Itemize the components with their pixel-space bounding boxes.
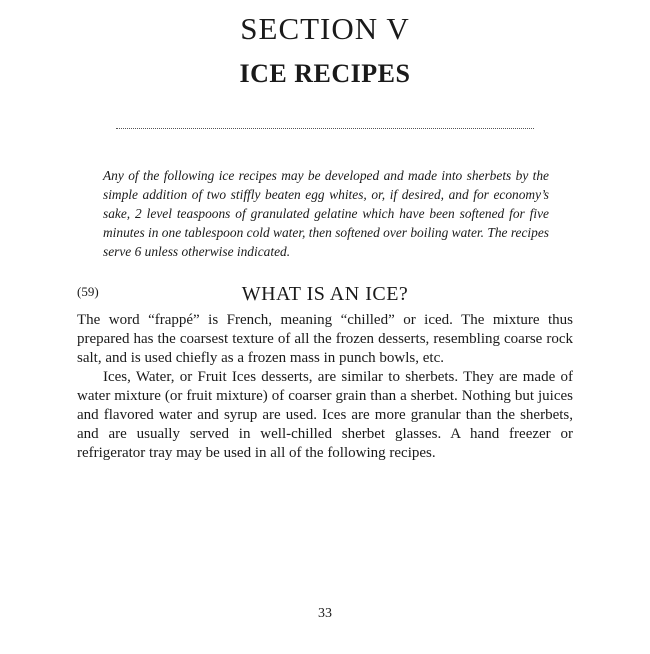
intro-paragraph: Any of the following ice recipes may be developed and made into sherbets by the simple addition of two stiffly beaten egg whites, or, if desired, and for economy’s sake, 2 level teaspoons of granulated gelatine which have been softened for five minutes in one tablespoon cold water, then softened over boiling water. The recipes serve 6 unless otherwise indicated. [103,168,549,259]
dotted-divider [116,128,534,129]
body-paragraph: The word “frappé” is French, meaning “chilled” or iced. The mixture thus prepared has the coarsest texture of all the frozen desserts, resembling coarse rock salt, and is used chiefly as a frozen mass in punch bowls, etc. [77,312,573,366]
recipe-heading: WHAT IS AN ICE? [241,283,409,305]
recipe-number: (59) [77,284,99,299]
chapter-title: ICE RECIPES [239,59,411,88]
body-paragraph: Ices, Water, or Fruit Ices desserts, are similar to sherbets. They are made of water mixture (or fruit mixture) of coarser grain than a sherbet. Nothing but juices and flavored water and syrup are used. Ices are more granular than the sherbets, and are usually served in well-chilled sherbet glasses. A hand freezer or refrigerator tray may be used in all of the following recipes. [77,369,573,461]
section-title: SECTION V [240,11,410,46]
page-number: 33 [318,606,332,621]
recipe-body [77,311,573,463]
